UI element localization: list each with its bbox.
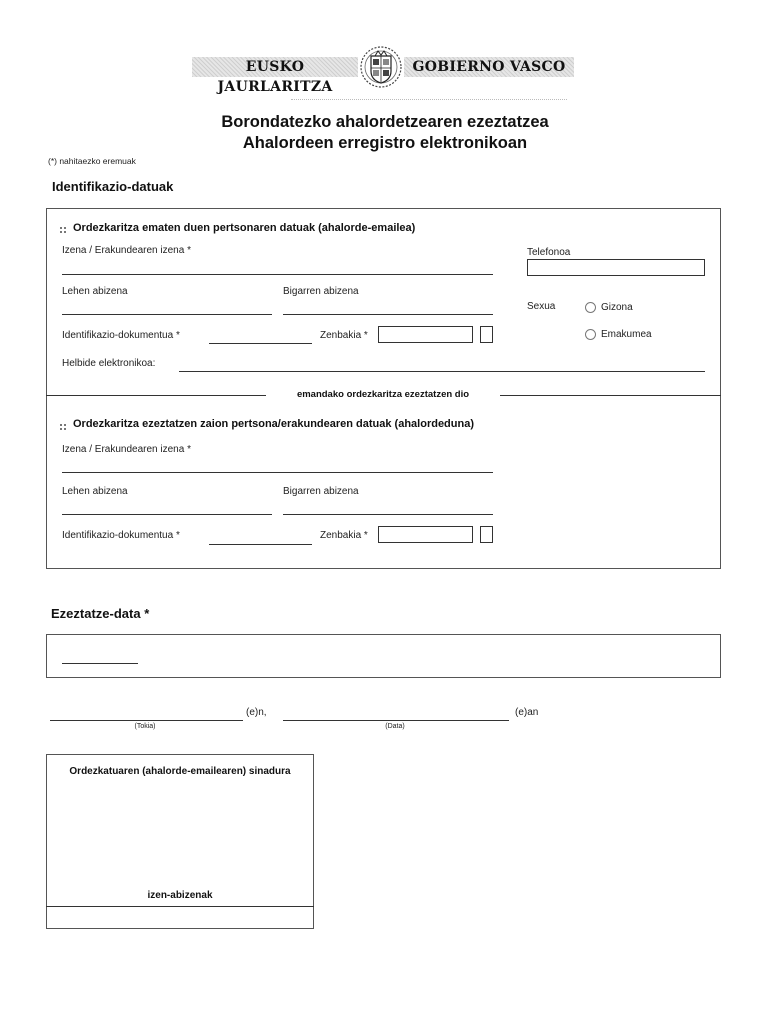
sex-female-radio[interactable] [585,329,596,340]
signature-name-caption: izen-abizenak [147,890,213,901]
grantee-name-field[interactable] [62,472,493,473]
bullet-icon [60,424,66,430]
divider-line-right [500,395,721,396]
sex-male-radio[interactable] [585,302,596,313]
divider-line-left [46,395,266,396]
sex-female-label: Emakumea [601,329,652,340]
required-note: (*) nahitaezko eremuak [48,156,136,166]
revocation-date-box [46,634,721,678]
grantee-number-input[interactable] [378,526,473,543]
grantor-surname2-label: Bigarren abizena [283,286,359,297]
date-field[interactable] [283,720,509,721]
grantee-surname2-label: Bigarren abizena [283,486,359,497]
grantor-id-doc-field[interactable] [209,343,312,344]
title-line-1: Borondatezko ahalordetzearen ezeztatzea [221,113,549,131]
grantor-phone-input[interactable] [527,259,705,276]
header-left-text: EUSKO JAURLARITZA [217,59,333,95]
grantor-number-check-input[interactable] [480,326,493,343]
identification-heading: Identifikazio-datuak [52,179,174,194]
sex-male-label: Gizona [601,302,633,313]
grantor-id-doc-label: Identifikazio-dokumentua * [62,330,180,341]
grantor-heading: Ordezkaritza ematen duen pertsonaren datuak (ahalorde-emailea) [73,222,416,234]
grantee-number-label: Zenbakia * [320,530,368,541]
bullet-icon [60,227,66,233]
title-line-2: Ahalordeen erregistro elektronikoan [242,134,528,152]
coat-of-arms-icon [358,44,404,90]
grantor-number-input[interactable] [378,326,473,343]
signature-area[interactable] [52,800,308,886]
grantor-surname2-field[interactable] [283,314,493,315]
grantee-id-doc-field[interactable] [209,544,312,545]
grantee-number-check-input[interactable] [480,526,493,543]
signature-name-field[interactable] [47,907,313,928]
revocation-date-heading: Ezeztatze-data * [51,606,150,621]
grantor-email-label: Helbide elektronikoa: [62,358,156,369]
date-caption: (Data) [385,723,405,730]
place-caption: (Tokia) [134,723,156,730]
signature-title: Ordezkatuaren (ahalorde-emailearen) sinadura [69,766,291,777]
header-dotted-line [291,99,567,100]
grantor-sex-label: Sexua [527,301,556,312]
grantor-phone-label: Telefonoa [527,247,571,258]
grantee-name-label: Izena / Erakundearen izena * [62,444,191,455]
grantor-name-label: Izena / Erakundearen izena * [62,245,191,256]
grantee-id-doc-label: Identifikazio-dokumentua * [62,530,180,541]
grantor-name-field[interactable] [62,274,493,275]
place-field[interactable] [50,720,243,721]
grantor-number-label: Zenbakia * [320,330,368,341]
grantee-surname1-label: Lehen abizena [62,486,128,497]
divider-text: emandako ordezkaritza ezeztatzen dio [296,389,470,400]
grantee-heading: Ordezkaritza ezeztatzen zaion pertsona/erakundearen datuak (ahalordeduna) [73,418,474,430]
grantor-email-field[interactable] [179,371,705,372]
grantor-surname1-label: Lehen abizena [62,286,128,297]
revocation-date-field[interactable] [62,663,138,664]
grantor-surname1-field[interactable] [62,314,272,315]
header-right-text: GOBIERNO VASCO [412,59,566,75]
grantee-surname1-field[interactable] [62,514,272,515]
grantee-surname2-field[interactable] [283,514,493,515]
date-suffix: (e)an [515,707,539,718]
place-suffix: (e)n, [246,707,267,718]
